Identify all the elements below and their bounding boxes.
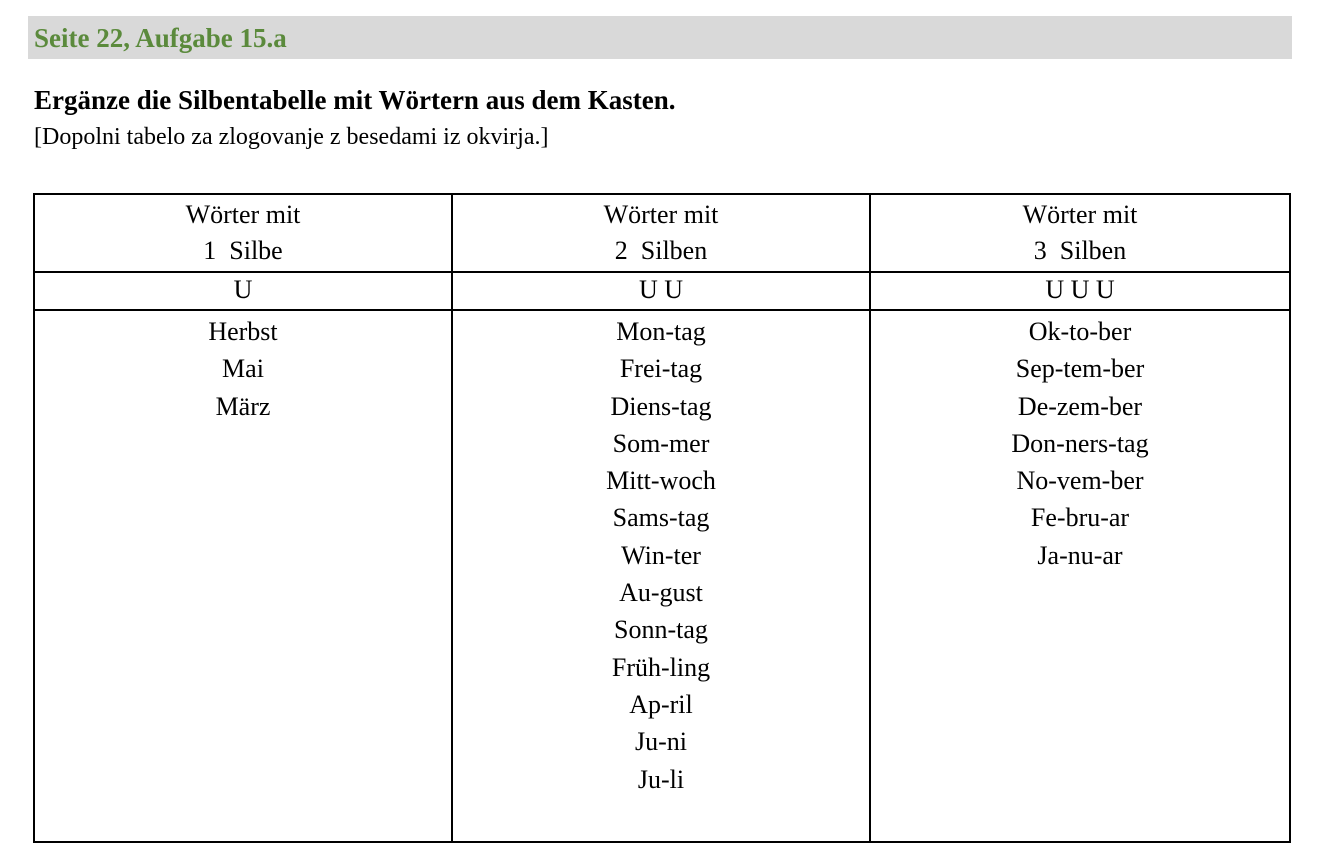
word-item: Ok-to-ber (1028, 317, 1132, 346)
section-header (28, 16, 1292, 59)
word-item: März (215, 391, 271, 421)
word-item: Ju-ni (635, 727, 687, 757)
word-item: Ju-li (637, 764, 685, 794)
word-item: Som-mer (612, 428, 710, 458)
syllable-symbol: U U (452, 272, 870, 310)
word-item: Mai (222, 354, 264, 384)
column-heading-line: Wörter mit (185, 200, 301, 229)
word-item: Diens-tag (610, 391, 712, 421)
word-item: Au-gust (619, 578, 703, 608)
table-words-row (34, 310, 1290, 842)
table-header-row (34, 194, 1290, 272)
section-title: Seite 22, Aufgabe 15.a (34, 23, 287, 53)
word-item: Don-ners-tag (1011, 428, 1149, 458)
word-item: Frei-tag (619, 354, 703, 384)
column-heading-line: 1 Silbe (203, 236, 283, 265)
word-item: De-zem-ber (1017, 391, 1143, 421)
word-item: Früh-ling (611, 652, 711, 682)
table-symbol-row (34, 272, 1290, 310)
task-instruction: Ergänze die Silbentabelle mit Wörtern aus dem Kasten. (34, 85, 676, 115)
syllable-table (33, 193, 1291, 843)
word-item: Fe-bru-ar (1030, 503, 1130, 533)
word-list-1-syllable (34, 310, 452, 842)
word-item: Mitt-woch (606, 466, 716, 496)
word-item: No-vem-ber (1016, 466, 1144, 496)
syllable-symbol: U (34, 272, 452, 310)
word-item: Ja-nu-ar (1037, 540, 1123, 570)
column-heading-line: Wörter mit (1022, 200, 1138, 229)
word-item: Ap-ril (629, 689, 693, 719)
word-item: Win-ter (621, 540, 701, 570)
column-heading-2-syllables (452, 194, 870, 272)
column-heading-3-syllables (870, 194, 1290, 272)
column-heading-1-syllable (34, 194, 452, 272)
word-item: Herbst (208, 317, 278, 346)
column-heading-line: Wörter mit (603, 200, 719, 229)
word-item: Mon-tag (616, 317, 706, 346)
column-heading-line: 3 Silben (1033, 236, 1127, 265)
word-item: Sonn-tag (614, 615, 708, 645)
word-item: Sep-tem-ber (1015, 354, 1145, 384)
syllable-symbol: U U U (870, 272, 1290, 310)
column-heading-line: 2 Silben (614, 236, 708, 265)
task-translation: [Dopolni tabelo za zlogovanje z besedami iz okvirja.] (34, 124, 549, 150)
word-list-3-syllables (870, 310, 1290, 842)
word-list-2-syllables (452, 310, 870, 842)
word-item: Sams-tag (612, 503, 710, 533)
